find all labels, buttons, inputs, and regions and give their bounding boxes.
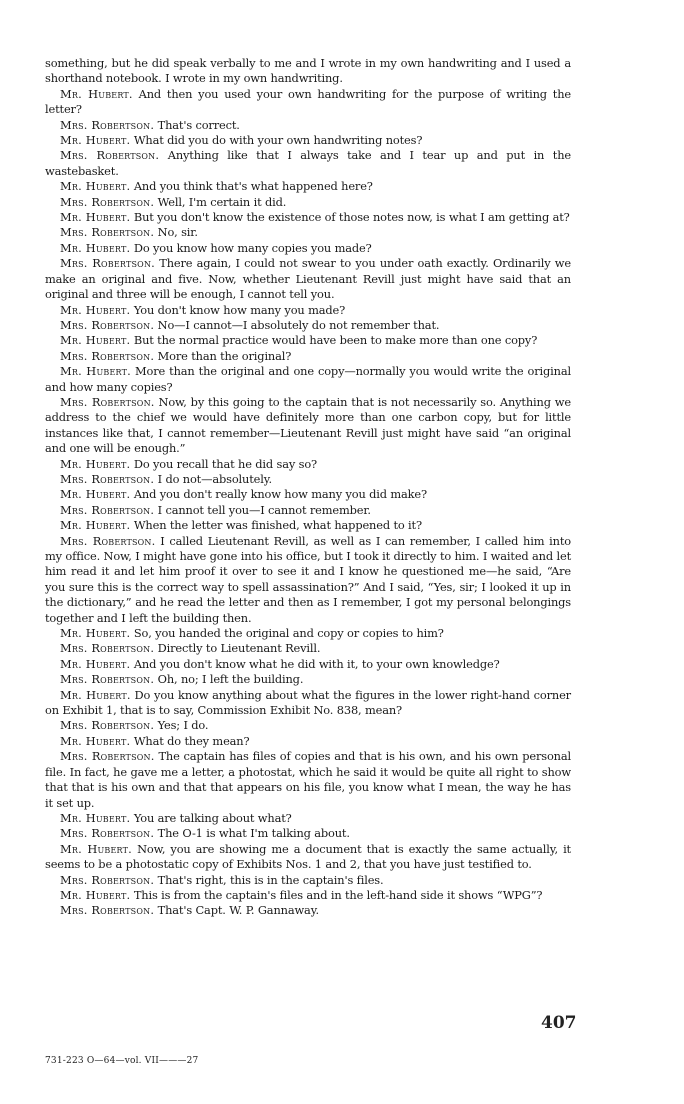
paragraph: [45, 626, 571, 641]
paragraph-text: You are talking about what?: [133, 810, 292, 825]
speaker-label: Mrs. Robertson.: [60, 225, 155, 240]
paragraph: [45, 472, 571, 487]
speaker-label: Mrs. Robertson.: [60, 317, 155, 332]
paragraph: [45, 56, 571, 87]
speaker-label: Mr. Hubert.: [60, 487, 131, 502]
speaker-label: Mr. Hubert.: [60, 687, 131, 702]
paragraph: [45, 503, 571, 518]
speaker-label: Mrs. Robertson.: [60, 394, 155, 409]
paragraph-text: Well, I'm certain it did.: [157, 194, 287, 209]
speaker-label: Mr. Hubert.: [60, 656, 131, 671]
print-code-footer: 731-223 O—64—vol. VII———27: [45, 1056, 199, 1066]
speaker-label: Mr. Hubert.: [60, 364, 131, 379]
paragraph: [45, 195, 571, 210]
paragraph-text: Do you know how many copies you made?: [133, 240, 372, 255]
speaker-label: Mr. Hubert.: [60, 210, 131, 225]
paragraph: [45, 811, 571, 826]
paragraph-text: That's correct.: [157, 117, 240, 132]
paragraph-text: This is from the captain's files and in the left-hand side it shows “WPG”?: [133, 887, 543, 902]
paragraph: [45, 318, 571, 333]
paragraph: [45, 688, 571, 719]
paragraph-text: I cannot tell you—I cannot remember.: [157, 502, 371, 517]
paragraph-text: That's Capt. W. P. Gannaway.: [157, 903, 319, 918]
paragraph-text: Directly to Lieutenant Revill.: [157, 641, 321, 656]
paragraph-text: Do you recall that he did say so?: [133, 456, 317, 471]
paragraph: [45, 749, 571, 811]
speaker-label: Mr. Hubert.: [60, 810, 131, 825]
paragraph: [45, 241, 571, 256]
speaker-label: Mr. Hubert.: [60, 86, 133, 101]
speaker-label: Mr. Hubert.: [60, 333, 131, 348]
speaker-label: Mr. Hubert.: [60, 518, 131, 533]
speaker-label: Mr. Hubert.: [60, 626, 131, 641]
speaker-label: Mrs. Robertson.: [60, 903, 155, 918]
paragraph-text: You don't know how many you made?: [133, 302, 346, 317]
speaker-label: Mrs. Robertson.: [60, 348, 155, 363]
paragraph: [45, 225, 571, 240]
paragraph: [45, 87, 571, 118]
paragraph: [45, 133, 571, 148]
speaker-label: Mr. Hubert.: [60, 240, 131, 255]
paragraph: [45, 210, 571, 225]
paragraph-text: Do you know anything about what the figures in the lower right-hand corner on Exhibit 1, that is to say, Commission Exhibit No. 838, mean?: [45, 687, 571, 718]
speaker-label: Mrs. Robertson.: [60, 533, 156, 548]
paragraph: [45, 888, 571, 903]
paragraph: [45, 457, 571, 472]
paragraph-text: And you don't know what he did with it, to your own knowledge?: [133, 656, 500, 671]
speaker-label: Mrs. Robertson.: [60, 256, 155, 271]
paragraph: [45, 718, 571, 733]
paragraph: [45, 734, 571, 749]
paragraph: [45, 118, 571, 133]
speaker-label: Mrs. Robertson.: [60, 718, 155, 733]
paragraph-text: I do not—absolutely.: [157, 471, 272, 486]
speaker-label: Mrs. Robertson.: [60, 872, 155, 887]
paragraph-text: And you think that's what happened here?: [133, 179, 373, 194]
paragraph: [45, 333, 571, 348]
paragraph-text: The captain has files of copies and that is his own, and his own personal file. In fact, he gave me a letter, a photostat, which he said it would be quite all right to show that that is his own and that that appears on his file, you know what I mean, the way he has it set up.: [45, 749, 571, 810]
paragraph: [45, 256, 571, 302]
paragraph-text: Yes; I do.: [157, 718, 209, 733]
paragraph-text: I called Lieutenant Revill, as well as I can remember, I called him into my office. Now, I might have gone into his office, but I took it directly to him. I waited and let him read it and let him proof it over to see it and I know he questioned me—he said, “Are you sure this is the correct way to spell assassination?” And I said, “Yes, sir; I looked it up in the dictionary,” and he read the letter and then as I remember, I got my personal belongings together and I left the building then.: [45, 533, 571, 625]
paragraph-text: But you don't know the existence of those notes now, is what I am getting at?: [133, 210, 570, 225]
speaker-label: Mrs. Robertson.: [60, 502, 155, 517]
paragraph-text: More than the original and one copy—normally you would write the original and how many copies?: [45, 364, 571, 394]
paragraph-text: Oh, no; I left the building.: [157, 672, 304, 687]
paragraph-text: But the normal practice would have been to make more than one copy?: [133, 333, 538, 348]
paragraph-text: The O-1 is what I'm talking about.: [157, 826, 350, 841]
paragraph-text: What do they mean?: [133, 733, 250, 748]
paragraph: [45, 842, 571, 873]
paragraph-text: No, sir.: [157, 225, 198, 240]
paragraph-text: Anything like that I always take and I tear up and put in the wastebasket.: [45, 148, 571, 178]
paragraph-text: That's right, this is in the captain's files.: [157, 872, 384, 887]
speaker-label: Mrs. Robertson.: [60, 641, 155, 656]
transcript-body: [45, 56, 571, 919]
speaker-label: Mrs. Robertson.: [60, 471, 155, 486]
paragraph: [45, 672, 571, 687]
paragraph-text: something, but he did speak verbally to me and I wrote in my own handwriting and I used a shorthand notebook. I wrote in my own handwriting.: [45, 56, 571, 86]
paragraph: [45, 303, 571, 318]
speaker-label: Mr. Hubert.: [60, 302, 131, 317]
speaker-label: Mrs. Robertson.: [60, 194, 155, 209]
paragraph: [45, 657, 571, 672]
paragraph: [45, 395, 571, 457]
page-number: 407: [541, 1013, 577, 1033]
speaker-label: Mrs. Robertson.: [60, 672, 155, 687]
speaker-label: Mr. Hubert.: [60, 179, 131, 194]
speaker-label: Mrs. Robertson.: [60, 117, 155, 132]
paragraph: [45, 148, 571, 179]
paragraph: [45, 903, 571, 918]
speaker-label: Mr. Hubert.: [60, 133, 131, 148]
paragraph-text: Now, by this going to the captain that is not necessarily so. Anything we address to the chief we would have definitely more than one carbon copy, but for little instances like that, I cannot remember—Lieutenant Revill just might have said “an original and one will be enough.”: [45, 394, 571, 456]
speaker-label: Mr. Hubert.: [60, 733, 131, 748]
speaker-label: Mr. Hubert.: [60, 841, 132, 856]
paragraph: [45, 179, 571, 194]
paragraph-text: What did you do with your own handwriting notes?: [133, 133, 423, 148]
paragraph: [45, 873, 571, 888]
paragraph-text: When the letter was finished, what happened to it?: [133, 518, 422, 533]
paragraph: [45, 534, 571, 626]
paragraph-text: Now, you are showing me a document that is exactly the same actually, it seems to be a photostatic copy of Exhibits Nos. 1 and 2, that you have just testified to.: [45, 841, 571, 872]
paragraph: [45, 364, 571, 395]
paragraph-text: So, you handed the original and copy or copies to him?: [133, 626, 444, 641]
paragraph-text: No—I cannot—I absolutely do not remember that.: [157, 317, 440, 332]
paragraph-text: And then you used your own handwriting for the purpose of writing the letter?: [45, 86, 571, 117]
paragraph-text: More than the original?: [157, 348, 292, 363]
speaker-label: Mrs. Robertson.: [60, 826, 155, 841]
speaker-label: Mrs. Robertson.: [60, 148, 160, 163]
paragraph: [45, 487, 571, 502]
paragraph-text: There again, I could not swear to you under oath exactly. Ordinarily we make an original and five. Now, whether Lieutenant Revill just might have said that an original and three will be enough, I cannot tell you.: [45, 256, 571, 302]
paragraph: [45, 518, 571, 533]
speaker-label: Mrs. Robertson.: [60, 749, 155, 764]
paragraph: [45, 641, 571, 656]
speaker-label: Mr. Hubert.: [60, 887, 131, 902]
paragraph: [45, 349, 571, 364]
paragraph: [45, 826, 571, 841]
speaker-label: Mr. Hubert.: [60, 456, 131, 471]
paragraph-text: And you don't really know how many you did make?: [133, 487, 427, 502]
